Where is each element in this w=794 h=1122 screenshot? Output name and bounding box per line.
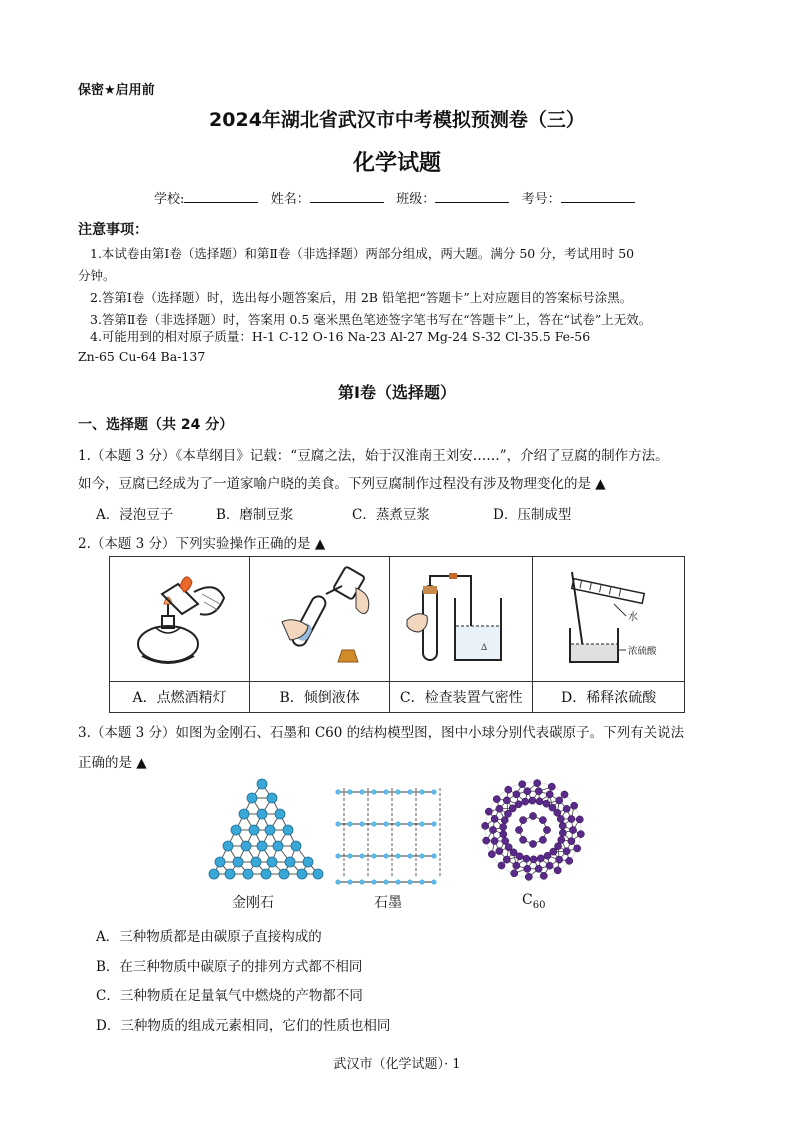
student-info-line [154,188,635,207]
part1-title: 一、选择题（共 24 分） [78,417,234,433]
class-field[interactable] [435,190,509,203]
exam-no-field[interactable] [561,190,635,203]
q1-stem-1: 1.（本题 3 分）《本草纲目》记载：“豆腐之法，始于汉淮南王刘安……”，介绍了豆腐的制作方法。 [78,448,669,464]
exam-no-label: 考号： [521,192,561,207]
q3-option-d[interactable]: D．三种物质的组成元素相同，它们的性质也相同 [96,1018,391,1034]
water-label: 水 [627,612,638,623]
note-2: 2.答第Ⅰ卷（选择题）时，选出每小题答案后，用 2B 铅笔把“答题卡”上对应题目的答案标号涂黑。 [90,290,633,305]
q3-stem-1: 3.（本题 3 分）如图为金刚石、石墨和 C60 的结构模型图，图中小球分别代表碳原子。下列有关说法 [78,725,685,741]
exam-title: 2024年湖北省武汉市中考模拟预测卷（三） [209,109,585,131]
name-label: 姓名： [270,192,310,207]
q2-option-b[interactable]: B．倾倒液体 [250,682,390,713]
q2-option-d[interactable]: D．稀释浓硫酸 [533,682,685,713]
name-field[interactable] [310,190,384,203]
acid-label: 浓硫酸 [627,646,657,657]
q2-options-table [109,556,685,713]
q2-stem: 2.（本题 3 分）下列实验操作正确的是 ▲ [78,536,326,552]
diamond-model-icon [200,774,324,886]
q2-image-a [110,557,250,682]
airtightness-check-icon [401,564,521,674]
c60-model-icon [478,774,588,886]
svg-text:∆: ∆ [481,643,488,653]
notes-heading: 注意事项： [78,222,148,238]
note-1: 1.本试卷由第Ⅰ卷（选择题）和第Ⅱ卷（非选择题）两部分组成，两大题。满分 50 分，考试用时 50 [90,246,635,261]
school-field[interactable] [184,190,258,203]
exam-subtitle: 化学试题 [352,151,441,176]
class-label: 班级： [396,192,436,207]
q1-stem-2: 如今，豆腐已经成为了一道家喻户晓的美食。下列豆腐制作过程没有涉及物理变化的是 ▲ [78,476,606,492]
c60-structure-image [478,774,588,886]
q3-stem-2: 正确的是 ▲ [78,755,147,771]
q2-image-b [250,557,390,682]
school-label: 学校: [154,192,185,207]
note-3: 3.答第Ⅱ卷（非选择题）时，答案用 0.5 毫米黑色笔迹签字笔书写在“答题卡”上，答在“试卷”上无效。 [90,312,652,327]
q2-option-c[interactable]: C．检查装置气密性 [390,682,533,713]
diamond-structure-image [200,774,324,886]
confidential-label: 保密★启用前 [78,83,155,98]
q1-option-c[interactable]: C．蒸煮豆浆 [352,507,430,523]
q3-option-a[interactable]: A．三种物质都是由碳原子直接构成的 [96,929,322,945]
graphite-model-icon [330,774,448,886]
q1-option-a[interactable]: A．浸泡豆子 [96,507,174,523]
q3-option-c[interactable]: C．三种物质在足量氧气中燃烧的产物都不同 [96,988,363,1004]
alcohol-lamp-icon [120,564,240,674]
note-1-cont: 分钟。 [78,268,116,283]
q1-option-d[interactable]: D．压制成型 [493,507,572,523]
graphite-label: 石墨 [374,895,402,911]
q3-option-b[interactable]: B．在三种物质中碳原子的排列方式都不相同 [96,959,363,975]
c60-label: $C_{60}$ [522,892,546,911]
pour-liquid-icon [260,564,380,674]
dilute-acid-icon [544,564,674,674]
note-4-cont: Zn-65 Cu-64 Ba-137 [78,349,206,364]
q2-image-c [390,557,533,682]
note-4: 4.可能用到的相对原子质量：H-1 C-12 O-16 Na-23 Al-27 Mg-24 S-32 Cl-35.5 Fe-56 [90,329,591,344]
graphite-structure-image [330,774,448,886]
q2-image-d [533,557,685,682]
q1-option-b[interactable]: B．磨制豆浆 [216,507,294,523]
page-footer: 武汉市（化学试题）· 1 [333,1057,461,1072]
diamond-label: 金刚石 [232,895,274,911]
q2-option-a[interactable]: A．点燃酒精灯 [110,682,250,713]
section-title: 第Ⅰ卷（选择题） [338,383,456,402]
